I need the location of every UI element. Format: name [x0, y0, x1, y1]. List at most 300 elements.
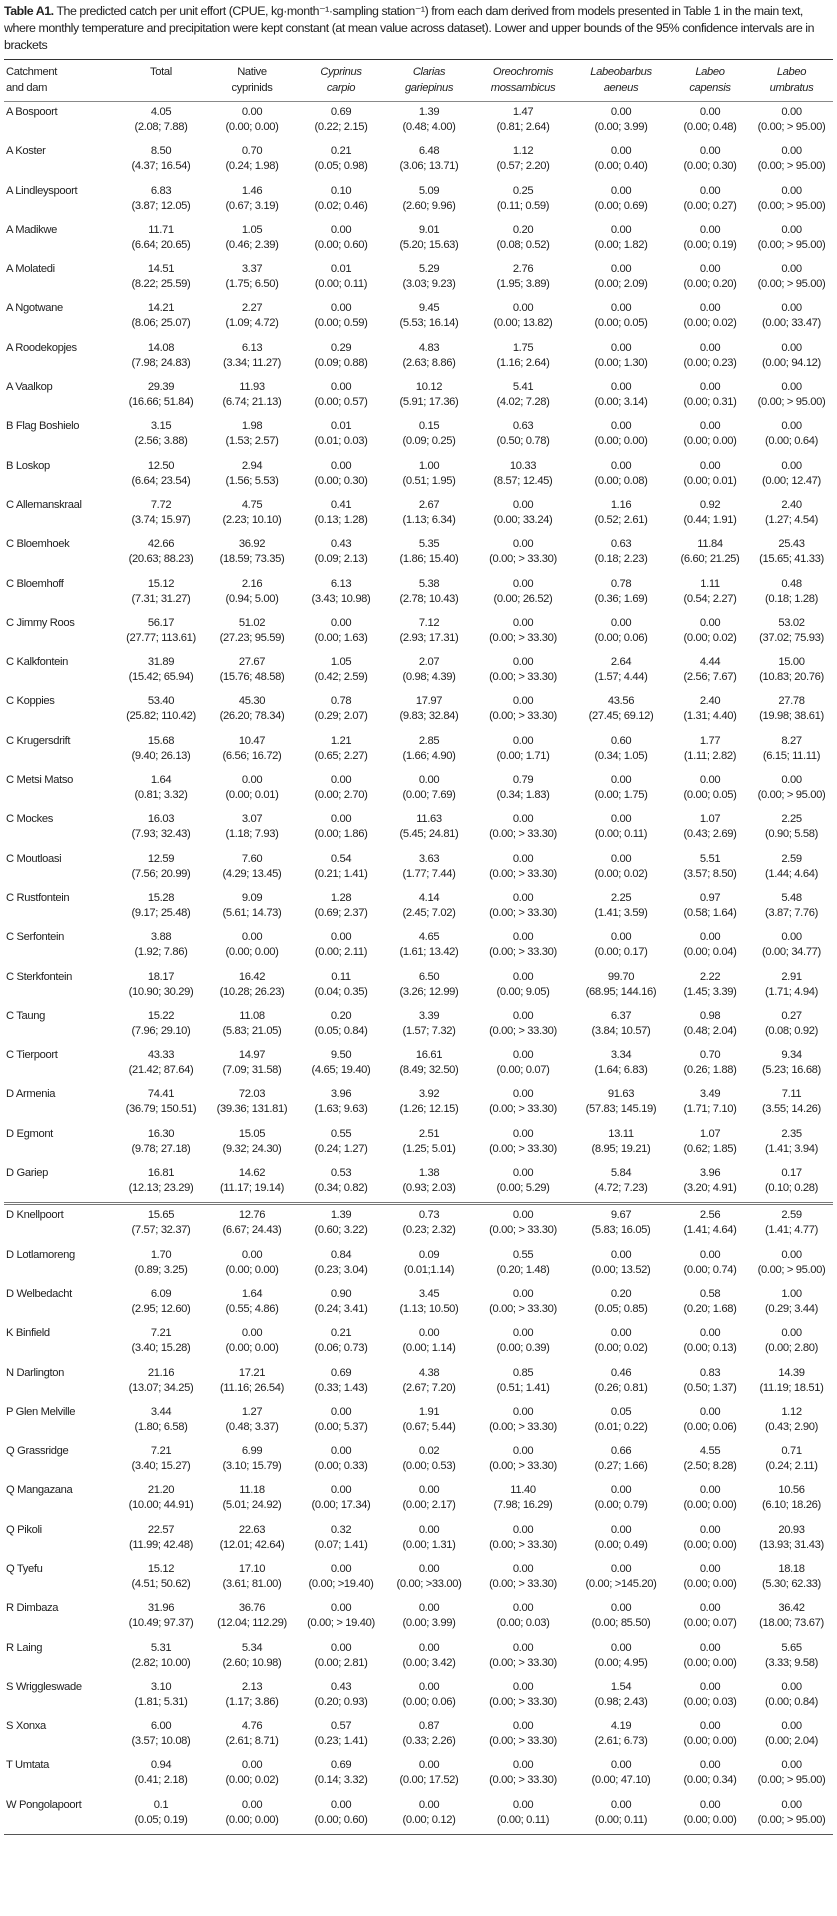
- confidence-interval: (39.36; 131.81): [216, 1103, 288, 1116]
- cpue-cell: [298, 456, 384, 495]
- cpue-cell: [298, 1323, 384, 1362]
- cpue-value: 4.55: [699, 1445, 721, 1458]
- cpue-cell: [572, 1402, 670, 1441]
- cpue-cell: [298, 1598, 384, 1637]
- cpue-value: 0.15: [418, 420, 440, 433]
- cpue-cell: [116, 534, 206, 573]
- cpue-cell: [206, 1402, 298, 1441]
- cpue-cell: [750, 181, 833, 220]
- cpue-value: 0.00: [512, 1523, 534, 1536]
- confidence-interval: (0.06; 0.73): [314, 1342, 368, 1355]
- cpue-value: 2.40: [699, 695, 721, 708]
- dam-name: [4, 1520, 116, 1559]
- caption-text: The predicted catch per unit effort (CPUE, kg·month⁻¹·sampling station⁻¹) from each dam derived from models presented in Table 1 in the main text, where monthly temperature and precipitation were kept constant (at mean value across dataset). Lower and upper bounds of the 95% confidence intervals are in brackets: [4, 4, 815, 52]
- cpue-cell: [572, 1006, 670, 1045]
- confidence-interval: (0.00; > 33.30): [489, 946, 557, 959]
- cpue-value: 17.97: [415, 695, 443, 708]
- column-header-line1: Total: [150, 66, 172, 78]
- cpue-cell: [384, 849, 474, 888]
- confidence-interval: (1.27; 4.54): [764, 513, 819, 526]
- confidence-interval: (0.00; 0.30): [683, 160, 737, 173]
- cpue-value: 27.78: [778, 695, 805, 708]
- cpue-value: 0.41: [330, 498, 352, 511]
- confidence-interval: (2.60; 10.98): [222, 1656, 282, 1669]
- column-header: [116, 60, 206, 102]
- confidence-interval: (2.56; 3.88): [134, 435, 188, 448]
- cpue-cell: [116, 181, 206, 220]
- confidence-interval: (0.46; 2.39): [225, 238, 279, 251]
- cpue-cell: [298, 770, 384, 809]
- cpue-value: 0.90: [330, 1287, 352, 1300]
- confidence-interval: (0.33; 1.43): [314, 1381, 368, 1394]
- cpue-value: 2.40: [781, 498, 802, 511]
- cpue-value: 43.33: [147, 1049, 175, 1062]
- dam-name: [4, 849, 116, 888]
- cpue-value: 0.27: [781, 1009, 802, 1022]
- confidence-interval: (0.00; 0.00): [683, 435, 737, 448]
- cpue-value: 0.01: [330, 420, 352, 433]
- cpue-value: 4.75: [241, 498, 263, 511]
- cpue-value: 0.00: [610, 1602, 632, 1615]
- cpue-value: 7.12: [418, 616, 440, 629]
- cpue-value: 0.00: [512, 577, 534, 590]
- cpue-value: 2.67: [418, 498, 440, 511]
- confidence-interval: (1.41; 4.64): [683, 1224, 737, 1237]
- confidence-interval: (0.00; 0.06): [683, 1420, 737, 1433]
- cpue-value: 0.10: [330, 184, 352, 197]
- cpue-cell: [572, 416, 670, 455]
- cpue-value: 6.83: [150, 184, 172, 197]
- confidence-interval: (11.17; 19.14): [220, 1182, 284, 1195]
- cpue-cell: [116, 377, 206, 416]
- cpue-cell: [572, 1559, 670, 1598]
- cpue-value: 1.64: [241, 1287, 263, 1300]
- dam-name: [4, 1245, 116, 1284]
- confidence-interval: (7.96; 29.10): [131, 1024, 191, 1037]
- cpue-value: 1.27: [241, 1405, 263, 1418]
- table-row: [4, 1638, 833, 1677]
- confidence-interval: (1.77; 7.44): [402, 867, 456, 880]
- cpue-value: 0.69: [330, 1759, 352, 1772]
- confidence-interval: (12.04; 112.29): [217, 1617, 287, 1630]
- dam-name-text: K Binfield: [6, 1327, 50, 1340]
- cpue-value: 4.65: [418, 931, 440, 944]
- confidence-interval: (0.00; > 33.30): [489, 710, 557, 723]
- cpue-cell: [750, 967, 833, 1006]
- cpue-cell: [670, 770, 750, 809]
- cpue-value: 6.00: [150, 1720, 172, 1733]
- cpue-cell: [474, 613, 572, 652]
- cpue-cell: [474, 1124, 572, 1163]
- confidence-interval: (0.00; 0.02): [683, 631, 737, 644]
- cpue-value: 0.00: [699, 184, 721, 197]
- confidence-interval: (0.00; 0.30): [314, 474, 368, 487]
- cpue-value: 1.00: [781, 1287, 802, 1300]
- column-header-line2: carpio: [326, 82, 356, 94]
- cpue-cell: [750, 809, 833, 848]
- cpue-value: 0.00: [418, 774, 440, 787]
- cpue-value: 0.00: [781, 381, 802, 394]
- table-row: [4, 1084, 833, 1123]
- confidence-interval: (27.23; 95.59): [219, 631, 285, 644]
- cpue-cell: [298, 1245, 384, 1284]
- cpue-value: 0.00: [610, 1484, 632, 1497]
- cpue-cell: [670, 1245, 750, 1284]
- cpue-value: 0.00: [610, 1641, 632, 1654]
- confidence-interval: (0.34; 0.82): [314, 1182, 368, 1195]
- cpue-cell: [298, 652, 384, 691]
- confidence-interval: (0.00; 13.52): [591, 1263, 651, 1276]
- cpue-value: 1.05: [330, 656, 352, 669]
- cpue-value: 2.51: [418, 1127, 440, 1140]
- cpue-value: 20.93: [778, 1523, 805, 1536]
- cpue-cell: [116, 1677, 206, 1716]
- cpue-cell: [116, 259, 206, 298]
- dam-name: [4, 1441, 116, 1480]
- cpue-value: 3.49: [699, 1088, 721, 1101]
- cpue-value: 1.39: [330, 1209, 352, 1222]
- cpue-value: 0.00: [512, 695, 534, 708]
- confidence-interval: (2.82; 10.00): [131, 1656, 191, 1669]
- cpue-cell: [384, 1084, 474, 1123]
- cpue-value: 0.00: [781, 1759, 802, 1772]
- cpue-value: 0.00: [512, 1088, 534, 1101]
- cpue-value: 0.00: [610, 1523, 632, 1536]
- confidence-interval: (0.00; > 33.30): [489, 1302, 557, 1315]
- cpue-value: 11.08: [239, 1009, 265, 1022]
- cpue-cell: [670, 809, 750, 848]
- cpue-value: 0.83: [699, 1366, 721, 1379]
- column-header: [474, 60, 572, 102]
- dam-name: [4, 220, 116, 259]
- cpue-value: 2.27: [241, 302, 263, 315]
- confidence-interval: (0.00; 34.77): [762, 946, 821, 959]
- cpue-cell: [670, 534, 750, 573]
- cpue-value: 56.17: [147, 616, 175, 629]
- dam-name-text: Q Mangazana: [6, 1484, 73, 1497]
- confidence-interval: (4.65; 19.40): [311, 1064, 371, 1077]
- cpue-cell: [474, 1284, 572, 1323]
- confidence-interval: (3.03; 9.23): [402, 278, 456, 291]
- cpue-value: 0.00: [699, 931, 721, 944]
- cpue-value: 11.71: [148, 223, 174, 236]
- dam-name-text: R Laing: [6, 1641, 43, 1654]
- cpue-cell: [474, 1716, 572, 1755]
- cpue-cell: [298, 1204, 384, 1245]
- dam-name: [4, 1323, 116, 1362]
- column-header-line2: aeneus: [603, 82, 639, 94]
- confidence-interval: (0.00; 0.04): [683, 946, 737, 959]
- cpue-value: 5.34: [241, 1641, 263, 1654]
- confidence-interval: (0.34; 1.83): [496, 789, 550, 802]
- cpue-cell: [298, 574, 384, 613]
- cpue-cell: [298, 377, 384, 416]
- cpue-cell: [384, 1598, 474, 1637]
- cpue-value: 0.29: [330, 341, 352, 354]
- cpue-cell: [206, 849, 298, 888]
- confidence-interval: (1.56; 5.53): [225, 474, 279, 487]
- cpue-cell: [384, 1677, 474, 1716]
- cpue-cell: [750, 691, 833, 730]
- column-header: [384, 60, 474, 102]
- cpue-cell: [384, 809, 474, 848]
- confidence-interval: (0.00; > 33.30): [489, 1538, 557, 1551]
- cpue-value: 9.01: [418, 223, 440, 236]
- cpue-value: 5.31: [150, 1641, 172, 1654]
- cpue-cell: [572, 298, 670, 337]
- cpue-value: 15.12: [147, 577, 175, 590]
- confidence-interval: (0.00; 17.52): [399, 1774, 459, 1787]
- cpue-cell: [206, 1716, 298, 1755]
- cpue-value: 9.45: [418, 302, 440, 315]
- confidence-interval: (2.60; 9.96): [402, 199, 456, 212]
- cpue-cell: [572, 770, 670, 809]
- cpue-value: 0.00: [418, 1680, 440, 1693]
- cpue-cell: [750, 1598, 833, 1637]
- confidence-interval: (7.57; 32.37): [131, 1224, 191, 1237]
- table-row: [4, 652, 833, 691]
- cpue-cell: [206, 1598, 298, 1637]
- confidence-interval: (0.23; 1.41): [314, 1735, 368, 1748]
- confidence-interval: (8.22; 25.59): [131, 278, 191, 291]
- cpue-value: 0.00: [610, 420, 632, 433]
- cpue-cell: [572, 181, 670, 220]
- confidence-interval: (1.31; 4.40): [683, 710, 737, 723]
- cpue-value: 0.46: [610, 1366, 632, 1379]
- cpue-value: 0.00: [512, 1009, 534, 1022]
- cpue-cell: [206, 967, 298, 1006]
- confidence-interval: (0.11; 0.59): [496, 199, 550, 212]
- confidence-interval: (13.93; 31.43): [759, 1538, 824, 1551]
- cpue-value: 12.59: [147, 852, 175, 865]
- cpue-value: 0.00: [610, 1562, 632, 1575]
- cpue-cell: [298, 1520, 384, 1559]
- dam-name: [4, 770, 116, 809]
- confidence-interval: (0.00; 0.39): [496, 1342, 550, 1355]
- confidence-interval: (16.66; 51.84): [128, 396, 194, 409]
- confidence-interval: (4.51; 50.62): [131, 1577, 191, 1590]
- cpue-cell: [116, 927, 206, 966]
- cpue-value: 0.00: [781, 459, 802, 472]
- confidence-interval: (0.02; 0.46): [314, 199, 368, 212]
- cpue-value: 0.32: [330, 1523, 352, 1536]
- cpue-cell: [670, 102, 750, 142]
- confidence-interval: (0.00; 13.82): [493, 317, 553, 330]
- cpue-value: 1.98: [241, 420, 263, 433]
- confidence-interval: (1.71; 4.94): [764, 985, 819, 998]
- confidence-interval: (0.01; 0.03): [314, 435, 368, 448]
- confidence-interval: (0.00; 0.59): [314, 317, 368, 330]
- cpue-cell: [298, 338, 384, 377]
- cpue-cell: [670, 967, 750, 1006]
- cpue-value: 0.00: [610, 145, 632, 158]
- confidence-interval: (9.83; 32.84): [399, 710, 459, 723]
- cpue-cell: [474, 1559, 572, 1598]
- cpue-value: 6.99: [241, 1445, 263, 1458]
- table-row: [4, 1559, 833, 1598]
- cpue-value: 1.12: [512, 145, 534, 158]
- confidence-interval: (0.00; 2.81): [314, 1656, 368, 1669]
- cpue-cell: [384, 770, 474, 809]
- cpue-cell: [750, 770, 833, 809]
- dam-name-text: C Jimmy Roos: [6, 616, 75, 629]
- confidence-interval: (0.20; 1.48): [496, 1263, 550, 1276]
- cpue-value: 0.17: [781, 1167, 802, 1180]
- cpue-value: 0.00: [781, 263, 802, 276]
- cpue-cell: [572, 456, 670, 495]
- confidence-interval: (57.83; 145.19): [585, 1103, 657, 1116]
- cpue-cell: [572, 574, 670, 613]
- confidence-interval: (0.00; 0.49): [594, 1538, 648, 1551]
- confidence-interval: (3.06; 13.71): [399, 160, 459, 173]
- cpue-value: 0.00: [699, 106, 721, 118]
- dam-name-text: A Bospoort: [6, 106, 58, 118]
- dam-name-text: D Armenia: [6, 1088, 56, 1101]
- table-row: [4, 102, 833, 142]
- confidence-interval: (3.33; 9.58): [764, 1656, 819, 1669]
- cpue-value: 5.48: [781, 891, 802, 904]
- dam-name-text: C Bloemhoek: [6, 538, 70, 551]
- confidence-interval: (0.00; >145.20): [585, 1577, 657, 1590]
- cpue-cell: [206, 1124, 298, 1163]
- confidence-interval: (1.25; 5.01): [402, 1142, 456, 1155]
- confidence-interval: (0.00; 0.00): [683, 1538, 737, 1551]
- confidence-interval: (0.00; > 33.30): [489, 1656, 557, 1669]
- column-header: [572, 60, 670, 102]
- cpue-value: 9.09: [241, 891, 263, 904]
- confidence-interval: (0.00; 1.63): [314, 631, 368, 644]
- table-row: [4, 220, 833, 259]
- confidence-interval: (5.45; 24.81): [399, 828, 459, 841]
- confidence-interval: (0.00; 1.75): [594, 789, 648, 802]
- confidence-interval: (0.00; > 95.00): [757, 396, 826, 409]
- confidence-interval: (1.41; 3.59): [594, 906, 648, 919]
- cpue-value: 0.00: [512, 1445, 534, 1458]
- confidence-interval: (0.24; 3.41): [314, 1302, 368, 1315]
- dam-name-text: A Lindleyspoort: [6, 184, 78, 197]
- confidence-interval: (2.23; 10.10): [222, 513, 282, 526]
- cpue-cell: [474, 770, 572, 809]
- confidence-interval: (0.00; 0.69): [594, 199, 648, 212]
- dam-name-text: C Tierpoort: [6, 1049, 58, 1062]
- cpue-cell: [384, 1402, 474, 1441]
- confidence-interval: (10.49; 97.37): [128, 1617, 194, 1630]
- confidence-interval: (0.00; 0.53): [402, 1460, 456, 1473]
- dam-name-text: C Rustfontein: [6, 891, 70, 904]
- column-header-line1: Catchment: [6, 66, 57, 78]
- confidence-interval: (0.00; 2.80): [764, 1342, 819, 1355]
- cpue-cell: [572, 377, 670, 416]
- confidence-interval: (0.00; 2.70): [314, 789, 368, 802]
- confidence-interval: (2.93; 17.31): [399, 631, 459, 644]
- dam-name-text: Q Grassridge: [6, 1445, 69, 1458]
- table-body: [4, 102, 833, 1835]
- cpue-cell: [750, 731, 833, 770]
- cpue-cell: [474, 927, 572, 966]
- cpue-cell: [116, 416, 206, 455]
- cpue-value: 0.00: [512, 813, 534, 826]
- cpue-value: 10.56: [778, 1484, 805, 1497]
- cpue-value: 2.85: [418, 734, 440, 747]
- table-row: [4, 1163, 833, 1204]
- cpue-cell: [750, 927, 833, 966]
- cpue-cell: [572, 1163, 670, 1204]
- cpue-value: 0.69: [330, 106, 352, 118]
- cpue-cell: [384, 691, 474, 730]
- cpue-value: 0.84: [330, 1248, 352, 1261]
- column-header-line1: Labeo: [695, 66, 725, 78]
- cpue-cell: [384, 888, 474, 927]
- cpue-value: 15.65: [147, 1209, 175, 1222]
- cpue-value: 0.00: [699, 145, 721, 158]
- confidence-interval: (0.00; > 33.30): [489, 671, 557, 684]
- cpue-value: 0.00: [330, 302, 352, 315]
- cpue-cell: [384, 495, 474, 534]
- cpue-cell: [750, 1795, 833, 1835]
- cpue-value: 22.63: [238, 1523, 266, 1536]
- confidence-interval: (1.86; 15.40): [399, 553, 459, 566]
- confidence-interval: (0.00; 1.71): [496, 749, 550, 762]
- cpue-value: 16.03: [147, 813, 175, 826]
- cpue-value: 1.64: [150, 774, 172, 787]
- confidence-interval: (6.15; 11.11): [762, 749, 821, 762]
- confidence-interval: (0.00; 1.14): [402, 1342, 456, 1355]
- cpue-value: 0.00: [418, 1327, 440, 1340]
- confidence-interval: (0.01;1.14): [403, 1263, 455, 1276]
- confidence-interval: (68.95; 144.16): [585, 985, 657, 998]
- cpue-value: 13.11: [608, 1127, 634, 1140]
- confidence-interval: (15.65; 41.33): [759, 553, 824, 566]
- confidence-interval: (1.57; 7.32): [402, 1024, 456, 1037]
- cpue-cell: [116, 1441, 206, 1480]
- confidence-interval: (0.00; >19.40): [308, 1577, 374, 1590]
- confidence-interval: (0.51; 1.41): [496, 1381, 550, 1394]
- cpue-cell: [206, 1284, 298, 1323]
- cpue-value: 1.07: [699, 1127, 721, 1140]
- confidence-interval: (0.00; 0.11): [496, 1813, 550, 1826]
- dam-name-text: S Xonxa: [6, 1720, 46, 1733]
- table-row: [4, 1204, 833, 1245]
- cpue-value: 0.20: [512, 223, 534, 236]
- dam-name-text: C Mockes: [6, 813, 53, 826]
- cpue-value: 0.00: [610, 931, 632, 944]
- confidence-interval: (9.78; 27.18): [131, 1142, 191, 1155]
- table-row: [4, 927, 833, 966]
- cpue-value: 0.00: [418, 1759, 440, 1772]
- cpue-cell: [384, 298, 474, 337]
- cpue-value: 0.00: [330, 1798, 352, 1811]
- cpue-value: 0.00: [610, 1327, 632, 1340]
- cpue-cell: [298, 1755, 384, 1794]
- confidence-interval: (0.81; 3.32): [134, 789, 188, 802]
- dam-name-text: C Taung: [6, 1009, 46, 1022]
- cpue-cell: [670, 1284, 750, 1323]
- confidence-interval: (0.08; 0.92): [764, 1024, 819, 1037]
- confidence-interval: (0.00; > 33.30): [489, 1024, 557, 1037]
- dam-name-text: W Pongolapoort: [6, 1798, 82, 1811]
- confidence-interval: (2.56; 7.67): [683, 671, 737, 684]
- cpue-cell: [572, 259, 670, 298]
- cpue-value: 53.02: [778, 616, 805, 629]
- confidence-interval: (6.60; 21.25): [680, 553, 740, 566]
- cpue-value: 0.00: [241, 106, 263, 118]
- cpue-value: 36.92: [238, 538, 266, 551]
- cpue-value: 0.00: [610, 341, 632, 354]
- cpue-cell: [298, 927, 384, 966]
- confidence-interval: (0.00; 2.17): [402, 1499, 456, 1512]
- cpue-cell: [116, 1480, 206, 1519]
- dam-name: [4, 967, 116, 1006]
